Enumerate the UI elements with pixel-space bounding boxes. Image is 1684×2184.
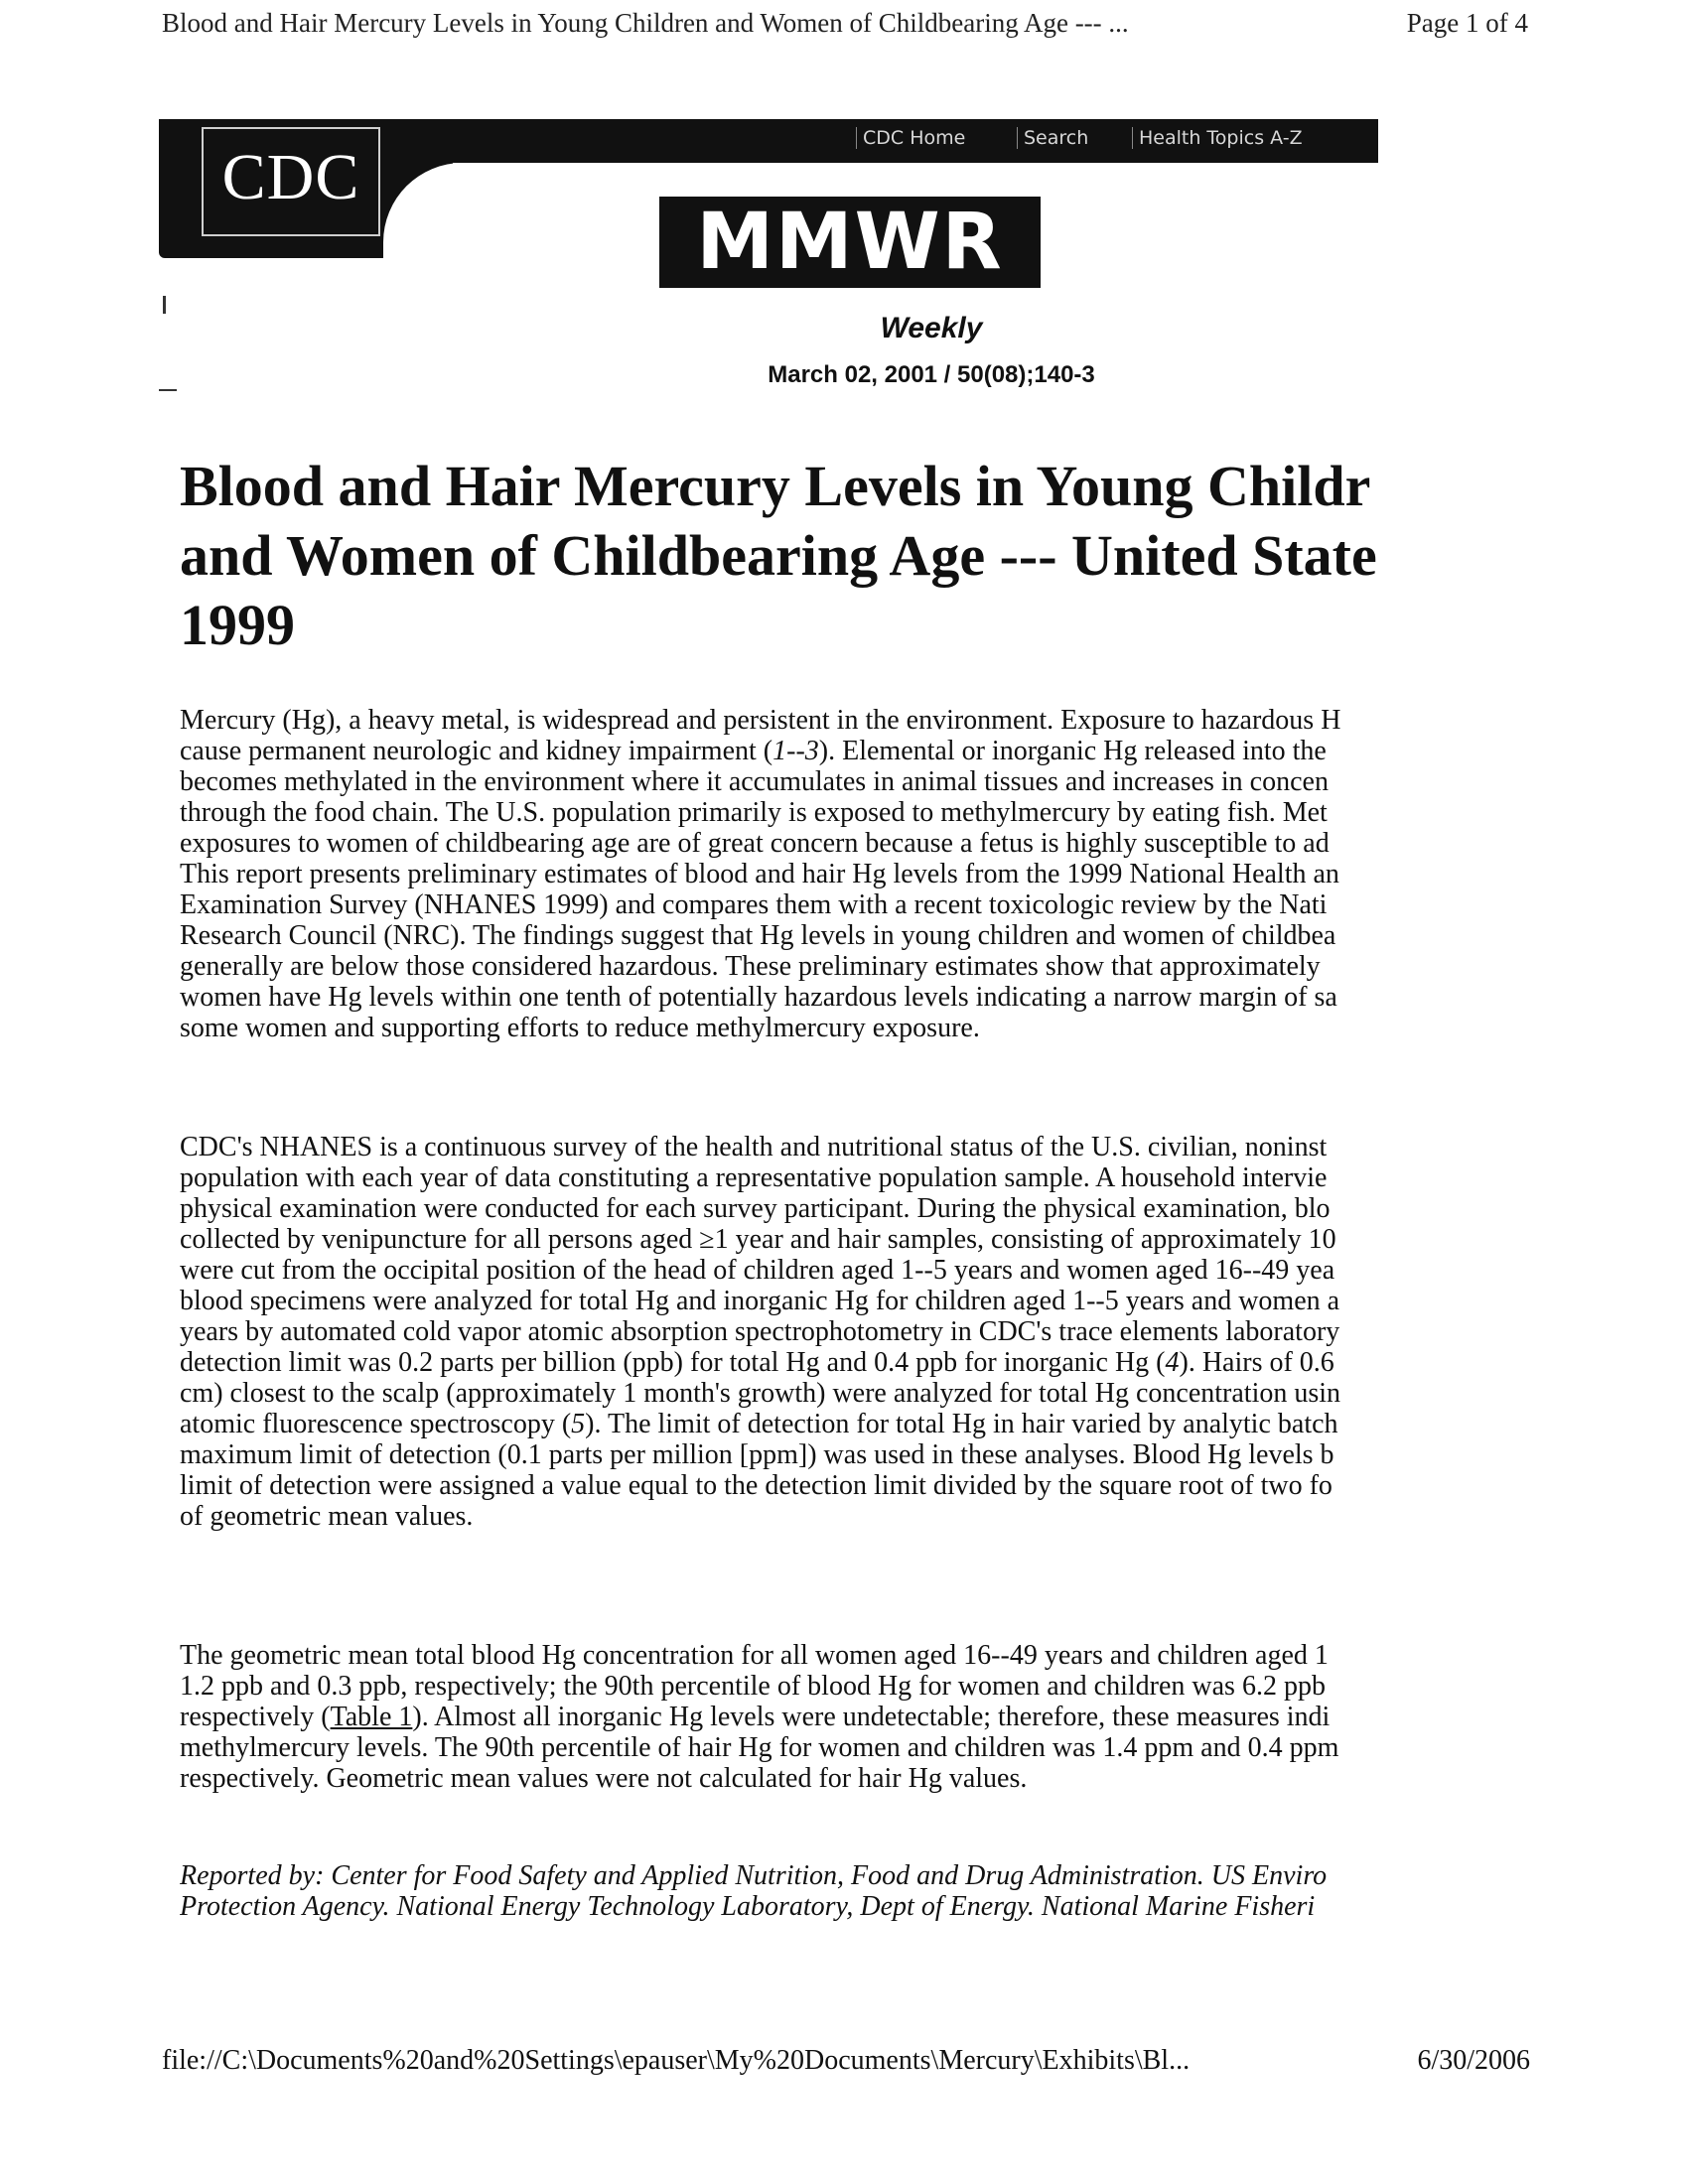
nav-cdc-home-link[interactable]: CDC Home [856,127,965,149]
text-line: respectively. Geometric mean values were not calculated for hair Hg values. [180,1763,1028,1794]
paragraph-results [180,1640,1522,1794]
text-line: blood specimens were analyzed for total Hg and inorganic Hg for children aged 1--5 years and women a [180,1286,1340,1316]
text-line: some women and supporting efforts to reduce methylmercury exposure. [180,1013,980,1043]
text-line: CDC's NHANES is a continuous survey of the health and nutritional status of the U.S. civilian, noninst [180,1132,1328,1162]
text-line: through the food chain. The U.S. population primarily is exposed to methylmercury by eating fish. Met [180,797,1328,828]
text-line: cm) closest to the scalp (approximately 1 month's growth) were analyzed for total Hg concentration usin [180,1378,1341,1409]
text-line: limit of detection were assigned a value equal to the detection limit divided by the square root of two fo [180,1470,1333,1501]
text-line: detection limit was 0.2 parts per billion (ppb) for total Hg and 0.4 ppb for inorganic Hg (4). Hairs of 0.6 [180,1347,1334,1378]
paragraph-intro [180,705,1522,1043]
title-line: and Women of Childbearing Age --- United State [180,523,1377,588]
print-header-title: Blood and Hair Mercury Levels in Young Children and Women of Childbearing Age --- ... [162,8,1129,38]
text-line: were cut from the occipital position of the head of children aged 1--5 years and women aged 16--49 yea [180,1255,1335,1286]
text-line: Examination Survey (NHANES 1999) and compares them with a recent toxicologic review by the Nati [180,889,1328,920]
margin-mark [159,389,177,391]
text-line: women have Hg levels within one tenth of potentially hazardous levels indicating a narrow margin of sa [180,982,1337,1013]
title-line: 1999 [180,593,295,657]
reference-citation: 1--3 [772,736,819,766]
text-line: atomic fluorescence spectroscopy (5). The limit of detection for total Hg in hair varied by analytic batch [180,1409,1338,1439]
reported-by [180,1860,1522,1922]
text-line: 1.2 ppb and 0.3 ppb, respectively; the 90th percentile of blood Hg for women and children was 6.2 ppb [180,1671,1326,1702]
text-line: years by automated cold vapor atomic absorption spectrophotometry in CDC's trace elements laboratory [180,1316,1340,1347]
text-line: exposures to women of childbearing age are of great concern because a fetus is highly susceptible to ad [180,828,1330,859]
mmwr-logo[interactable]: MMWR [659,197,1041,288]
article-title [180,452,1520,680]
text-line: cause permanent neurologic and kidney impairment (1--3). Elemental or inorganic Hg released into the [180,736,1327,766]
text-line: generally are below those considered hazardous. These preliminary estimates show that approximately [180,951,1321,982]
nav-health-topics-link[interactable]: Health Topics A-Z [1132,127,1303,149]
publication-frequency: Weekly [880,312,983,344]
text-line: physical examination were conducted for each survey participant. During the physical examination, blo [180,1193,1331,1224]
text-line: Reported by: Center for Food Safety and Applied Nutrition, Food and Drug Administration. US Enviro [180,1860,1328,1891]
text-line: methylmercury levels. The 90th percentile of hair Hg for women and children was 1.4 ppm and 0.4 ppm [180,1732,1339,1763]
issue-citation: March 02, 2001 / 50(08);140-3 [768,361,1095,388]
cdc-logo[interactable]: CDC [202,127,380,236]
text-line: becomes methylated in the environment where it accumulates in animal tissues and increases in concen [180,766,1329,797]
text-line: Research Council (NRC). The findings suggest that Hg levels in young children and women of childbea [180,920,1336,951]
nav-search-link[interactable]: Search [1017,127,1088,149]
print-page-count: Page 1 of 4 [1406,8,1528,38]
margin-mark [163,296,166,314]
print-header [0,8,1684,52]
text-line: population with each year of data constituting a representative population sample. A household intervie [180,1162,1328,1193]
table-1-link[interactable]: Table 1 [330,1702,413,1732]
text-line: The geometric mean total blood Hg concentration for all women aged 16--49 years and children aged 1 [180,1640,1329,1671]
text-line: This report presents preliminary estimates of blood and hair Hg levels from the 1999 National Health an [180,859,1339,889]
reference-citation: 5 [571,1409,586,1439]
text-line: Protection Agency. National Energy Technology Laboratory, Dept of Energy. National Marine Fisheri [180,1891,1316,1922]
title-line: Blood and Hair Mercury Levels in Young Childr [180,454,1371,518]
text-line: respectively (Table 1). Almost all inorganic Hg levels were undetectable; therefore, these measures indi [180,1702,1331,1732]
text-line: maximum limit of detection (0.1 parts per million [ppm]) was used in these analyses. Blood Hg levels b [180,1439,1334,1470]
text-line: Mercury (Hg), a heavy metal, is widespread and persistent in the environment. Exposure to hazardous H [180,705,1341,736]
text-line: collected by venipuncture for all persons aged ≥1 year and hair samples, consisting of approximately 10 [180,1224,1336,1255]
text-line: of geometric mean values. [180,1501,474,1532]
file-path: file://C:\Documents%20and%20Settings\epauser\My%20Documents\Mercury\Exhibits\Bl... [162,2045,1191,2076]
paragraph-methods [180,1132,1522,1532]
reference-citation: 4 [1165,1347,1180,1378]
print-date: 6/30/2006 [1417,2045,1530,2076]
